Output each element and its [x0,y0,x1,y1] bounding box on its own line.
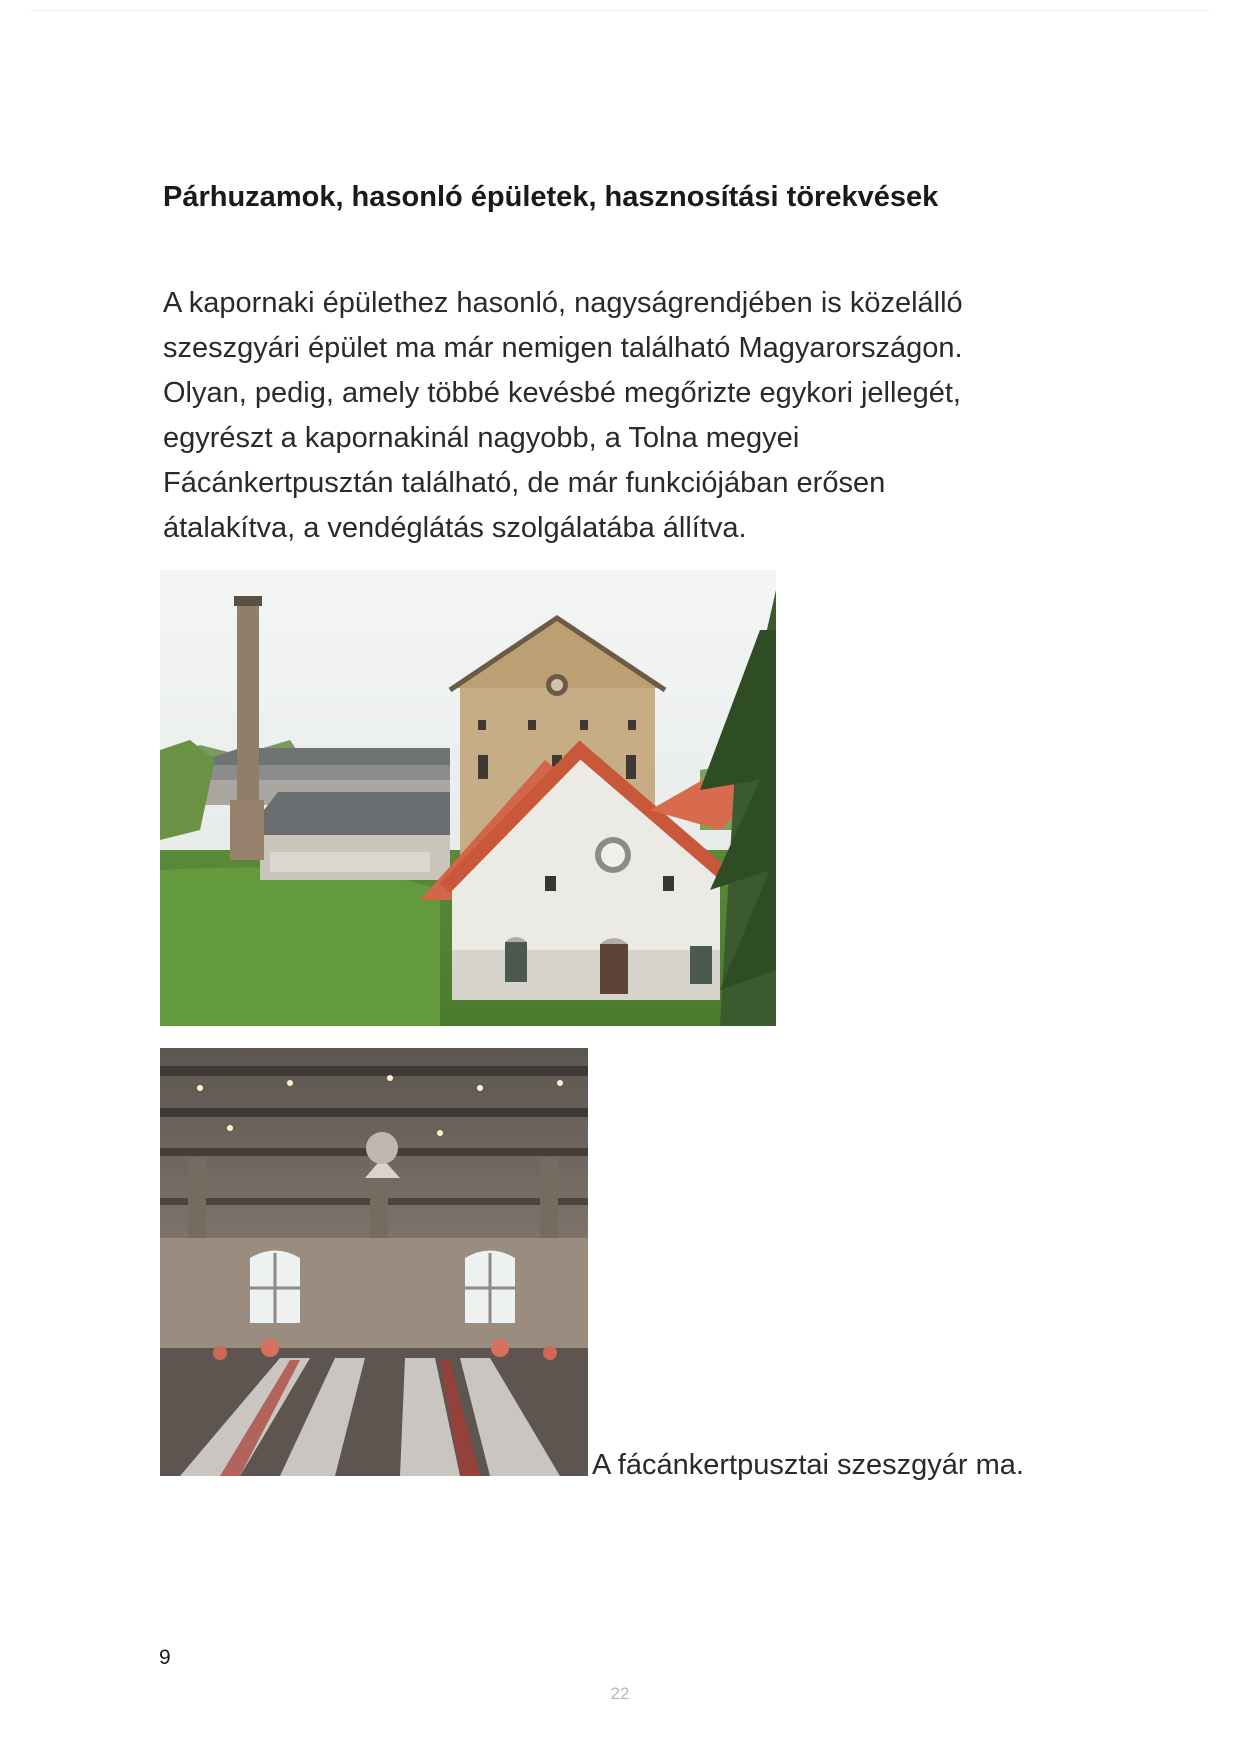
paragraph-line: A kapornaki épülethez hasonló, nagyságrendjében is közelálló [163,287,963,319]
paragraph-line: átalakítva, a vendéglátás szolgálatába állítva. [163,512,747,544]
page-number: 22 [610,1684,630,1703]
paragraph-line: szeszgyári épület ma már nemigen található Magyarországon. [163,332,963,364]
paragraph-line: Fácánkertpusztán található, de már funkciójában erősen [163,467,886,499]
distillery-exterior-photo [160,570,776,1026]
footnote-number: 9 [159,1646,171,1669]
body-paragraph [163,281,1083,551]
paragraph-line: egyrészt a kapornakinál nagyobb, a Tolna megyei [163,422,800,454]
banquet-hall-interior-photo [160,1048,588,1476]
top-rule [30,10,1210,11]
image-caption: A fácánkertpusztai szeszgyár ma. [592,1449,1024,1481]
section-heading: Párhuzamok, hasonló épületek, hasznosítási törekvések [163,181,939,214]
paragraph-line: Olyan, pedig, amely többé kevésbé megőrizte egykori jellegét, [163,377,961,409]
